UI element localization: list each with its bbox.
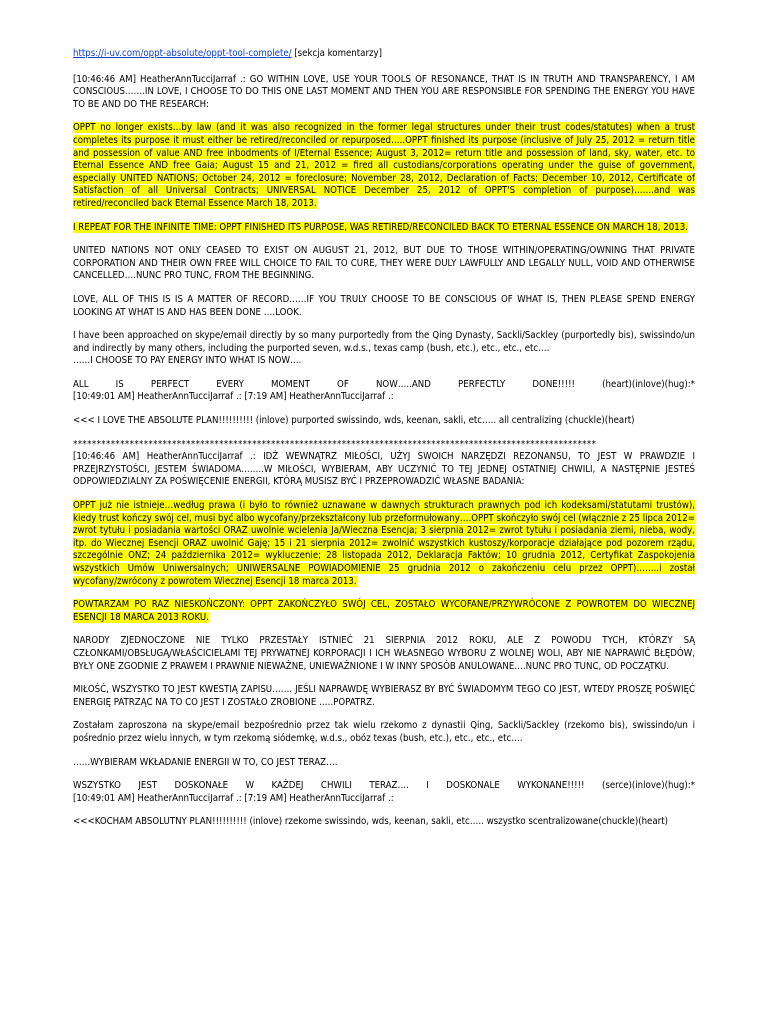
- pl-approached-paragraph: Zostałam zaproszona na skype/email bezpośrednio przez tak wielu rzekomo z dynastii Qing, Sackli/Sackley (rzekomo bis), swissindo/un i pośrednio przez wielu innych, w tym rzekomą siódemkę, w.d.s., obóz texas (bush, etc.), etc., etc., etc….: [73, 720, 695, 744]
- pl-oppt-highlight: OPPT już nie istnieje…według prawa (i było to również uznawane w dawnych strukturach prawnych pod ich kodeksami/statutami trustów), kiedy trust kończy swój cel, musi być albo wycofany/przekształcony lub przeformułowany….OPPT skończyło swój cel (włącznie z 25 lipca 2012= zwrot tytułu i posiadania wartości ORAZ uwolnie wcielenia Ja/Wieczna Esencja; 3 sierpnia 2012= zwrot tytułu i posiadania ziemi, nieba, wody, itp. do Wiecznej Esencji ORAZ uwolnić Gaję; 15 i 21 sierpnia 2012= zwolnić wszystkich kustoszy/korporacje działające pod pozorem rządu, szczególnie ONZ; 24 października 2012= wykluczenie; 28 listopada 2012, Deklaracja Faktów; 10 grudnia 2012, Certyfikat Zaspokojenia wszystkich Umów Uniwersalnych; UNIWERSALNE POWIADOMIENIE 25 grudnia 2012 o zakończeniu celu przez OPPT)……..i został wycofany/zwrócony z powrotem Wiecznej Esencji 18 marca 2013.: [73, 500, 695, 587]
- en-intro: [10:46:46 AM] HeatherAnnTucciJarraf .: GO WITHIN LOVE, USE YOUR TOOLS OF RESONANCE, THAT IS IN TRUTH AND TRANSPARENCY, I AM CONSCIOUS…….IN LOVE, I CHOOSE TO DO THIS ONE LAST MOMENT AND THEN YOU ARE RESPONSIBLE FOR SPENDING THE ENERGY YOU HAVE TO BE AND DO THE RESEARCH:: [73, 73, 695, 110]
- pl-choose-line: ……WYBIERAM WKŁADANIE ENERGII W TO, CO JEST TERAZ….: [73, 756, 338, 768]
- source-suffix: [sekcja komentarzy]: [291, 48, 383, 59]
- pl-absolute-plan-line: <<<KOCHAM ABSOLUTNY PLAN!!!!!!!!!! (inlove) rzekome swissindo, wds, keenan, sakli, etc….. wszystko scentralizowane(chuckle)(heart): [73, 816, 668, 828]
- source-link[interactable]: https://i-uv.com/oppt-absolute/oppt-tool-complete/: [73, 48, 292, 59]
- pl-un-paragraph: NARODY ZJEDNOCZONE NIE TYLKO PRZESTAŁY ISTNIEĆ 21 SIERPNIA 2012 ROKU, ALE Z POWODU TYCH, KTÓRZY SĄ CZŁONKAMI/OBSŁUGĄ/WŁAŚCICIELAMI TEJ PRYWATNEJ KORPORACJI I ICH WŁASNEGO WYBORU Z WOLNEJ WOLI, ABY NIE NAPRAWIĆ BŁĘDÓW, BYŁY ONE ZGODNIE Z PRAWEM I PRAWNIE NIEWAŻNE, UNIEWAŻNIONE I W INNY SPOSÓB ANULOWANE….NUNC PRO TUNC, OD POCZĄTKU.: [73, 635, 695, 672]
- pl-oppt-paragraph: [73, 500, 695, 588]
- en-love-paragraph: LOVE, ALL OF THIS IS IS A MATTER OF RECORD……IF YOU TRULY CHOOSE TO BE CONSCIOUS OF WHAT IS, THEN PLEASE SPEND ENERGY LOOKING AT WHAT IS AND HAS BEEN DONE ….LOOK.: [73, 293, 695, 318]
- source-line: [73, 48, 695, 61]
- en-oppt-paragraph: [73, 122, 695, 210]
- en-timestamp-line: [10:49:01 AM] HeatherAnnTucciJarraf .: [7:19 AM] HeatherAnnTucciJarraf .:: [73, 391, 394, 403]
- en-all-perfect-line: ALL IS PERFECT EVERY MOMENT OF NOW…..AND PERFECTLY DONE!!!!! (heart)(inlove)(hug):*: [73, 378, 695, 390]
- en-approached-paragraph: I have been approached on skype/email directly by so many purportedly from the Qing Dynasty, Sackli/Sackley (purportedly bis), swissindo/un and indirectly by many others, including the purported seven, w.d.s., texas camp (bush, etc.), etc., etc., etc.…: [73, 330, 695, 354]
- pl-all-perfect-line: WSZYSTKO JEST DOSKONAŁE W KAŻDEJ CHWILI TERAZ…. I DOSKONALE WYKONANE!!!!! (serce)(inlove)(hug):*: [73, 780, 695, 792]
- pl-intro: [10:46:46 AM] HeatherAnnTucciJarraf .: IDŹ WEWNĄTRZ MIŁOŚCI, UŻYJ SWOICH NARZĘDZI REZONANSU, TO JEST W PRAWDZIE I PRZEJRZYSTOŚCI, JESTEM ŚWIADOMA……..W MIŁOŚCI, WYBIERAM, ABY UCZYNIĆ TO TEJ JEDNEJ OSTATNIEJ CHWILI, A NASTĘPNIE JESTEŚ ODPOWIEDZIALNY ZA POŚWIĘCENIE ENERGII, KTÓRĄ MUSISZ BYĆ I PRZEPROWADZIĆ WŁASNE BADANIA:: [73, 451, 695, 488]
- pl-love-paragraph: MIŁOŚĆ, WSZYSTKO TO JEST KWESTIĄ ZAPISU……. JEŚLI NAPRAWDĘ WYBIERASZ BY BYĆ ŚWIADOMYM TEGO CO JEST, WTEDY PROSZĘ POŚWIĘĆ ENERGIĘ PATRZĄC NA TO CO JEST I ZOSTAŁO ZROBIONE …..POPATRZ.: [73, 684, 695, 708]
- en-un-paragraph: UNITED NATIONS NOT ONLY CEASED TO EXIST ON AUGUST 21, 2012, BUT DUE TO THOSE WITHIN/OPERATING/OWNING THAT PRIVATE CORPORATION AND THEIR OWN FREE WILL CHOICE TO FAIL TO CURE, THEY WERE DULY LAWFULLY AND LEGALLY NULL, VOID AND OTHERWISE CANCELLED….NUNC PRO TUNC, FROM THE BEGINNING.: [73, 245, 695, 282]
- pl-repeat-paragraph: [73, 599, 695, 624]
- pl-repeat-highlight: POWTARZAM PO RAZ NIESKOŃCZONY: OPPT ZAKOŃCZYŁO SWÓJ CEL, ZOSTAŁO WYCOFANE/PRZYWRÓCONE Z POWROTEM DO WIECZNEJ ESENCJI 18 MARCA 2013 ROKU.: [73, 599, 695, 623]
- en-choose-line: ……I CHOOSE TO PAY ENERGY INTO WHAT IS NOW….: [73, 355, 302, 367]
- en-absolute-plan-line: <<< I LOVE THE ABSOLUTE PLAN!!!!!!!!!! (inlove) purported swissindo, wds, keenan, sakli, etc….. all centralizing (chuckle)(heart): [73, 415, 635, 427]
- en-oppt-highlight: OPPT no longer exists…by law (and it was also recognized in the former legal structures under their trust codes/statutes) when a trust completes its purpose it must either be retired/reconciled or repurposed…..OPPT finished its purpose (inclusive of July 25, 2012 = return title and possession of value AND free inbodments of I/Eternal Essence; August 3, 2012= return title and possession of land, sky, water, etc. to Eternal Essence AND free Gaia; August 15 and 21, 2012 = fired all custodians/corporations operating under the guise of government, especially UNITED NATIONS; October 24, 2012 = foreclosure; November 28, 2012, Declaration of Facts; December 10, 2012, Certificate of Satisfaction of all Universal Contracts; UNIVERSAL NOTICE December 25, 2012 of OPPT'S completion of purpose)…….and was retired/reconciled back Eternal Essence March 18, 2013.: [73, 122, 695, 209]
- pl-timestamp-line: [10:49:01 AM] HeatherAnnTucciJarraf .: [7:19 AM] HeatherAnnTucciJarraf .:: [73, 792, 394, 804]
- separator-line: ***************************************************************************************************************: [73, 438, 597, 450]
- en-repeat-highlight: I REPEAT FOR THE INFINITE TIME: OPPT FINISHED ITS PURPOSE, WAS RETIRED/RECONCILED BACK TO ETERNAL ESSENCE ON MARCH 18, 2013.: [73, 221, 688, 233]
- en-repeat-paragraph: [73, 222, 695, 235]
